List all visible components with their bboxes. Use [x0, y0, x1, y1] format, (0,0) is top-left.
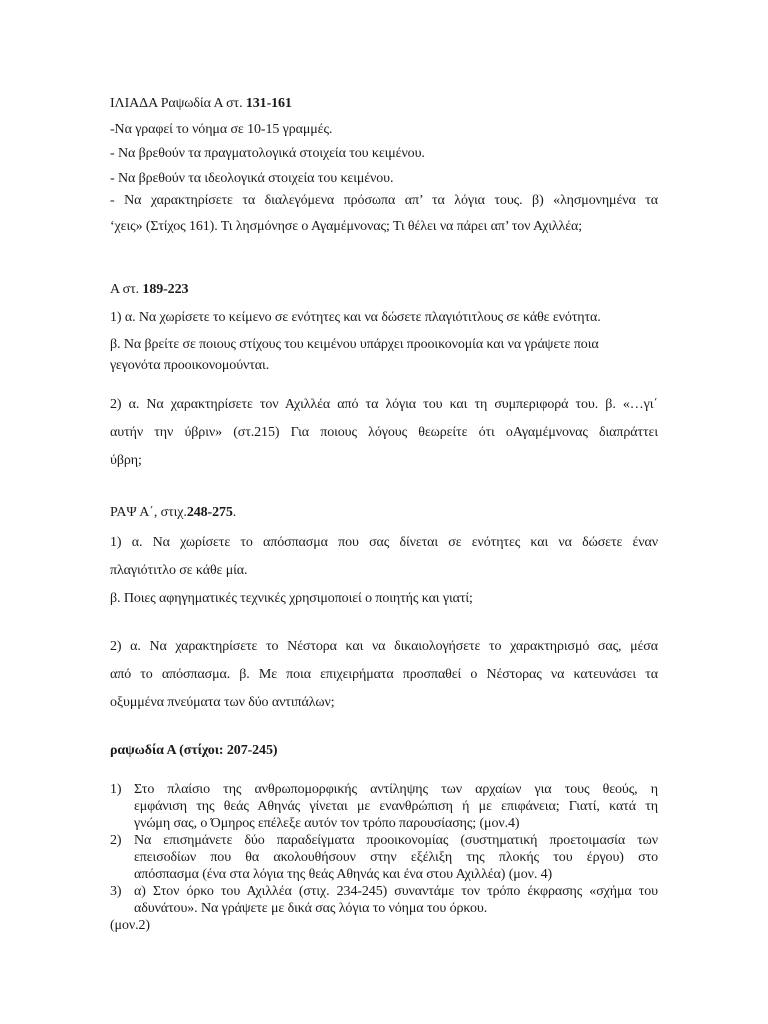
- section2-q2-line-3: ύβρη;: [110, 453, 142, 468]
- section2-title-range: 189-223: [142, 282, 189, 297]
- list-item: [110, 883, 658, 917]
- section2-q1b-line-1: β. Να βρείτε σε ποιους στίχους του κειμένου υπάρχει προοικονομία και να γράψετε ποια: [110, 337, 599, 352]
- list-item-number: 1): [110, 782, 122, 797]
- section3-q2-line-2: από το απόσπασμα. β. Με ποια επιχειρήματα προσπαθεί ο Νέστορας να κατευνάσει τα: [110, 667, 658, 682]
- list-item-line: Να επισημάνετε δύο παραδείγματα προοικονομίας (συστηματική προετοιμασία των: [134, 833, 658, 848]
- section2-heading: [110, 280, 658, 300]
- section3-title-range: 248-275: [186, 505, 233, 520]
- section4-title: ραψωδία Α (στίχοι: 207-245): [110, 743, 278, 758]
- section1-heading: [110, 93, 658, 115]
- section4-footer: (μον.2): [110, 918, 150, 933]
- section3-body: [110, 529, 658, 717]
- section1-line-4a: - Να χαρακτηρίσετε τα διαλεγόμενα πρόσωπα απ’ τα λόγια τους. β) «λησμονημένα τα: [110, 193, 658, 208]
- list-item-line: α) Στον όρκο του Αχιλλέα (στιχ. 234-245) συναντάμε τον τρόπο έκφρασης «σχήμα του: [134, 884, 658, 899]
- section3-q2-line-1: 2) α. Να χαρακτηρίσετε το Νέστορα και να δικαιολογήσετε το χαρακτηρισμό σας, μέσα: [110, 639, 658, 654]
- list-item: [110, 832, 658, 883]
- section1-line-2: - Να βρεθούν τα πραγματολογικά στοιχεία του κειμένου.: [110, 146, 425, 161]
- section3-q1-line-2: πλαγιότιτλο σε κάθε μία.: [110, 563, 248, 578]
- list-item-line: αδυνάτου». Να γράψετε με δικά σας λόγια το νόημα του όρκου.: [134, 901, 488, 916]
- section2-title-prefix: Α στ.: [110, 282, 143, 297]
- section1-title-range: 131-161: [245, 96, 292, 111]
- section4-question-list: [110, 781, 658, 917]
- list-item-line: επεισοδίων που θα ακολουθήσουν στην εξέλιξη της πλοκής του έργου) στο: [134, 850, 658, 865]
- list-item-number: 3): [110, 884, 122, 899]
- section2-q1b-line-2: γεγονότα προοικονομούνται.: [110, 358, 270, 373]
- section3-q1-line-3: β. Ποιες αφηγηματικές τεχνικές χρησιμοποιεί ο ποιητής και γιατί;: [110, 591, 473, 606]
- list-item-number: 2): [110, 833, 122, 848]
- section2-q1a: 1) α. Να χωρίσετε το κείμενο σε ενότητες και να δώσετε πλαγιότιτλους σε κάθε ενότητα.: [110, 310, 601, 325]
- section1-line-3: - Να βρεθούν τα ιδεολογικά στοιχεία του κειμένου.: [110, 171, 394, 186]
- section2-body: [110, 306, 658, 475]
- section4-heading: [110, 739, 658, 763]
- section1-line-1: -Να γραφεί το νόημα σε 10-15 γραμμές.: [110, 122, 333, 137]
- list-item-line: απόσπασμα (ένα στα λόγια της θεάς Αθηνάς και ένα στου Αχιλλέα) (μον. 4): [134, 867, 553, 882]
- list-item-line: εμφάνιση της θεάς Αθηνάς γίνεται με ενανθρώπιση ή με επιφάνεια; Γιατί, κατά τη: [134, 799, 658, 814]
- section1-body: [110, 118, 658, 244]
- section2-q2-line-2: αυτήν την ύβριν» (στ.215) Για ποιους λόγους θεωρείτε ότι οΑγαμέμνονας διαπράττει: [110, 425, 658, 440]
- list-item: [110, 781, 658, 832]
- section1-line-4b: ‘χεις» (Στίχος 161). Τι λησμόνησε ο Αγαμέμνονας; Τι θέλει να πάρει απ’ τον Αχιλλέα;: [110, 219, 583, 234]
- section3-heading: [110, 501, 658, 525]
- section1-title-prefix: ΙΛΙΑΔΑ Ραψωδία Α στ.: [110, 96, 246, 111]
- section3-title-prefix: ΡΑΨ Α΄, στιχ.: [110, 505, 187, 520]
- section3-title-suffix: .: [232, 505, 237, 520]
- section3-q2-line-3: οξυμμένα πνεύματα των δύο αντιπάλων;: [110, 695, 335, 710]
- list-item-line: Στο πλαίσιο της ανθρωπομορφικής αντίληψης των αρχαίων για τους θεούς, η: [134, 782, 658, 797]
- section3-q1-line-1: 1) α. Να χωρίσετε το απόσπασμα που σας δίνεται σε ενότητες και να δώσετε έναν: [110, 535, 658, 550]
- section2-q2-line-1: 2) α. Να χαρακτηρίσετε τον Αχιλλέα από τα λόγια του και τη συμπεριφορά του. β. «…γι΄: [110, 397, 658, 412]
- list-item-line: γνώμη σας, ο Όμηρος επέλεξε αυτόν τον τρόπο παρουσίασης; (μον.4): [134, 816, 520, 831]
